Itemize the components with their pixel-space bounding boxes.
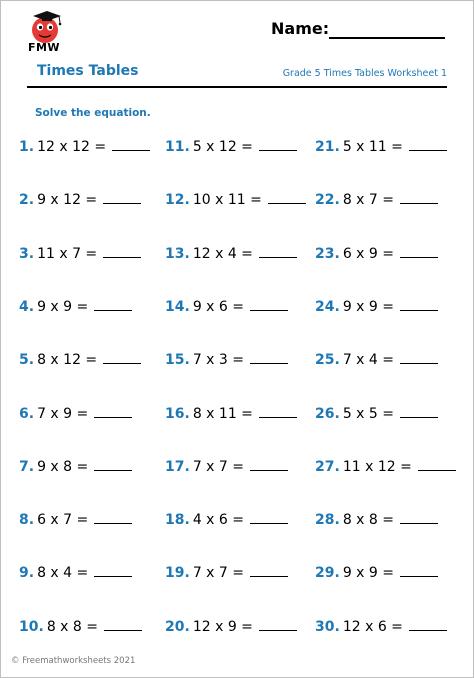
problem-number: 9. <box>19 565 35 582</box>
problem-item <box>165 245 297 269</box>
problem-equation: 7 x 9 = <box>37 405 89 422</box>
answer-blank[interactable] <box>409 138 447 151</box>
answer-blank[interactable] <box>400 245 438 258</box>
answer-blank[interactable] <box>94 511 132 524</box>
problem-number: 7. <box>19 458 35 475</box>
answer-blank[interactable] <box>94 458 132 471</box>
problem-number: 3. <box>19 245 35 262</box>
problem-number: 6. <box>19 405 35 422</box>
answer-blank[interactable] <box>400 564 438 577</box>
answer-blank[interactable] <box>250 298 288 311</box>
problem-number: 11. <box>165 139 190 155</box>
problem-equation: 8 x 8 = <box>46 618 98 635</box>
problem-equation: 12 x 4 = <box>192 245 253 262</box>
problem-number: 13. <box>165 245 190 262</box>
problem-equation: 9 x 6 = <box>192 298 244 315</box>
problem-item <box>315 564 438 588</box>
problem-equation: 4 x 6 = <box>192 512 244 529</box>
answer-blank[interactable] <box>400 298 438 311</box>
problem-equation: 8 x 4 = <box>37 565 89 582</box>
problem-equation: 8 x 8 = <box>342 512 394 529</box>
problem-item <box>315 245 438 269</box>
answer-blank[interactable] <box>418 458 456 471</box>
problem-item <box>19 405 132 429</box>
problem-equation: 5 x 12 = <box>192 139 253 155</box>
problem-item <box>165 351 288 375</box>
problem-item <box>165 564 288 588</box>
answer-blank[interactable] <box>250 564 288 577</box>
problem-number: 16. <box>165 405 190 422</box>
problem-equation: 12 x 9 = <box>192 618 253 635</box>
problem-item <box>165 618 297 642</box>
problem-number: 10. <box>19 618 44 635</box>
problem-number: 20. <box>165 618 190 635</box>
problem-equation: 8 x 11 = <box>192 405 253 422</box>
answer-blank[interactable] <box>400 511 438 524</box>
problem-item <box>165 458 288 482</box>
problem-item <box>315 298 438 322</box>
problem-number: 25. <box>315 352 340 369</box>
problem-item <box>19 564 132 588</box>
problem-number: 2. <box>19 192 35 209</box>
answer-blank[interactable] <box>94 298 132 311</box>
answer-blank[interactable] <box>112 138 150 151</box>
answer-blank[interactable] <box>400 405 438 418</box>
problem-equation: 9 x 9 = <box>342 298 394 315</box>
problem-number: 29. <box>315 565 340 582</box>
problem-number: 24. <box>315 298 340 315</box>
answer-blank[interactable] <box>259 245 297 258</box>
problem-number: 1. <box>19 139 35 155</box>
problem-equation: 9 x 12 = <box>37 192 98 209</box>
problem-number: 4. <box>19 298 35 315</box>
answer-blank[interactable] <box>103 191 141 204</box>
answer-blank[interactable] <box>250 458 288 471</box>
problem-equation: 8 x 12 = <box>37 352 98 369</box>
answer-blank[interactable] <box>94 405 132 418</box>
problem-number: 19. <box>165 565 190 582</box>
problem-number: 15. <box>165 352 190 369</box>
problem-item <box>315 405 438 429</box>
worksheet-title: Times Tables <box>37 63 139 79</box>
problem-equation: 11 x 12 = <box>342 458 412 475</box>
answer-blank[interactable] <box>259 618 297 631</box>
answer-blank[interactable] <box>400 351 438 364</box>
problem-number: 30. <box>315 618 340 635</box>
problem-item <box>315 191 438 215</box>
problem-equation: 7 x 4 = <box>342 352 394 369</box>
problem-item <box>165 405 297 429</box>
problem-equation: 10 x 11 = <box>192 192 262 209</box>
answer-blank[interactable] <box>409 618 447 631</box>
name-label: Name: <box>271 19 330 38</box>
answer-blank[interactable] <box>94 564 132 577</box>
problem-equation: 11 x 7 = <box>37 245 98 262</box>
problem-item <box>19 245 141 269</box>
problem-item <box>19 298 132 322</box>
answer-blank[interactable] <box>103 351 141 364</box>
answer-blank[interactable] <box>259 405 297 418</box>
problem-number: 5. <box>19 352 35 369</box>
problem-equation: 6 x 9 = <box>342 245 394 262</box>
problem-equation: 8 x 7 = <box>342 192 394 209</box>
problem-item <box>19 351 141 375</box>
problem-item <box>19 191 141 215</box>
answer-blank[interactable] <box>400 191 438 204</box>
problem-item <box>19 458 132 482</box>
problem-item <box>19 618 142 642</box>
problem-item <box>165 138 297 162</box>
problem-number: 21. <box>315 139 340 155</box>
problem-number: 26. <box>315 405 340 422</box>
problem-number: 23. <box>315 245 340 262</box>
logo-text: FMW <box>27 41 61 54</box>
problem-item <box>19 511 132 535</box>
problem-number: 28. <box>315 512 340 529</box>
answer-blank[interactable] <box>259 138 297 151</box>
problem-equation: 12 x 6 = <box>342 618 403 635</box>
problem-equation: 6 x 7 = <box>37 512 89 529</box>
answer-blank[interactable] <box>268 191 306 204</box>
problem-number: 8. <box>19 512 35 529</box>
problem-equation: 12 x 12 = <box>37 139 107 155</box>
problem-equation: 7 x 3 = <box>192 352 244 369</box>
problem-item <box>315 351 438 375</box>
instructions: Solve the equation. <box>35 107 151 119</box>
problem-equation: 5 x 11 = <box>342 139 403 155</box>
problem-item <box>315 511 438 535</box>
problem-equation: 9 x 9 = <box>37 298 89 315</box>
problem-item <box>315 458 456 482</box>
problem-number: 17. <box>165 458 190 475</box>
problem-number: 22. <box>315 192 340 209</box>
problem-equation: 9 x 9 = <box>342 565 394 582</box>
copyright-footer: © Freemathworksheets 2021 <box>11 656 136 666</box>
problem-item <box>19 138 150 162</box>
problem-equation: 5 x 5 = <box>342 405 394 422</box>
answer-blank[interactable] <box>104 618 142 631</box>
problem-number: 27. <box>315 458 340 475</box>
problem-item <box>315 618 447 642</box>
problem-equation: 9 x 8 = <box>37 458 89 475</box>
problem-item <box>165 511 288 535</box>
answer-blank[interactable] <box>250 511 288 524</box>
problem-equation: 7 x 7 = <box>192 565 244 582</box>
worksheet-subtitle: Grade 5 Times Tables Worksheet 1 <box>282 68 447 79</box>
problem-number: 18. <box>165 512 190 529</box>
answer-blank[interactable] <box>250 351 288 364</box>
problem-item <box>165 298 288 322</box>
problem-number: 12. <box>165 192 190 209</box>
problem-item <box>315 138 447 162</box>
problem-number: 14. <box>165 298 190 315</box>
header-divider <box>27 86 447 88</box>
name-field-line[interactable] <box>329 37 445 39</box>
answer-blank[interactable] <box>103 245 141 258</box>
problem-item <box>165 191 306 215</box>
problem-equation: 7 x 7 = <box>192 458 244 475</box>
